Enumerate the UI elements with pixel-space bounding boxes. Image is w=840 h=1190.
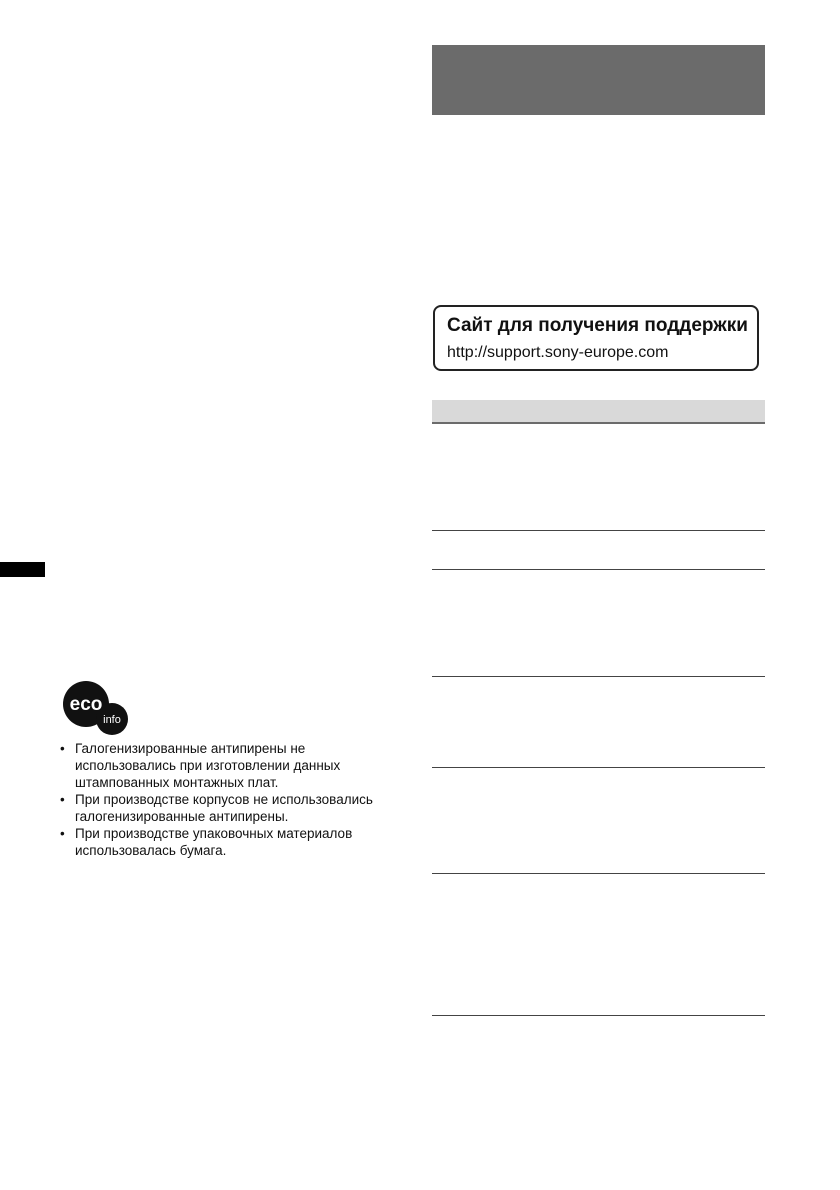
- table-row-divider: [432, 569, 765, 570]
- eco-logo-text: eco: [69, 694, 103, 715]
- table-row-divider: [432, 676, 765, 677]
- support-site-title: Сайт для получения поддержки: [447, 315, 748, 336]
- list-item: [60, 825, 400, 859]
- eco-info-list: [60, 740, 400, 859]
- list-item-text: Галогенизированные антипирены не использовались при изготовлении данных штампованных монтажных плат.: [75, 741, 341, 790]
- support-site-url[interactable]: http://support.sony-europe.com: [447, 344, 669, 361]
- section-header-rule: [432, 113, 765, 115]
- bullet-icon: •: [60, 826, 65, 841]
- table-row-divider: [432, 530, 765, 531]
- table-header-rule: [432, 422, 765, 424]
- section-header-bar: [432, 45, 765, 113]
- bullet-icon: •: [60, 741, 65, 756]
- bullet-icon: •: [60, 792, 65, 807]
- table-row-divider: [432, 1015, 765, 1016]
- table-row-divider: [432, 873, 765, 874]
- table-row-divider: [432, 767, 765, 768]
- table-header-bar: [432, 400, 765, 422]
- support-site-box: [433, 305, 759, 371]
- eco-logo-subtext: info: [103, 714, 121, 726]
- list-item: [60, 791, 400, 825]
- list-item: [60, 740, 400, 791]
- section-tab-marker: [0, 562, 45, 577]
- list-item-text: При производстве корпусов не использовались галогенизированные антипирены.: [75, 792, 373, 824]
- eco-info-logo: [62, 680, 132, 736]
- list-item-text: При производстве упаковочных материалов использовалась бумага.: [75, 826, 353, 858]
